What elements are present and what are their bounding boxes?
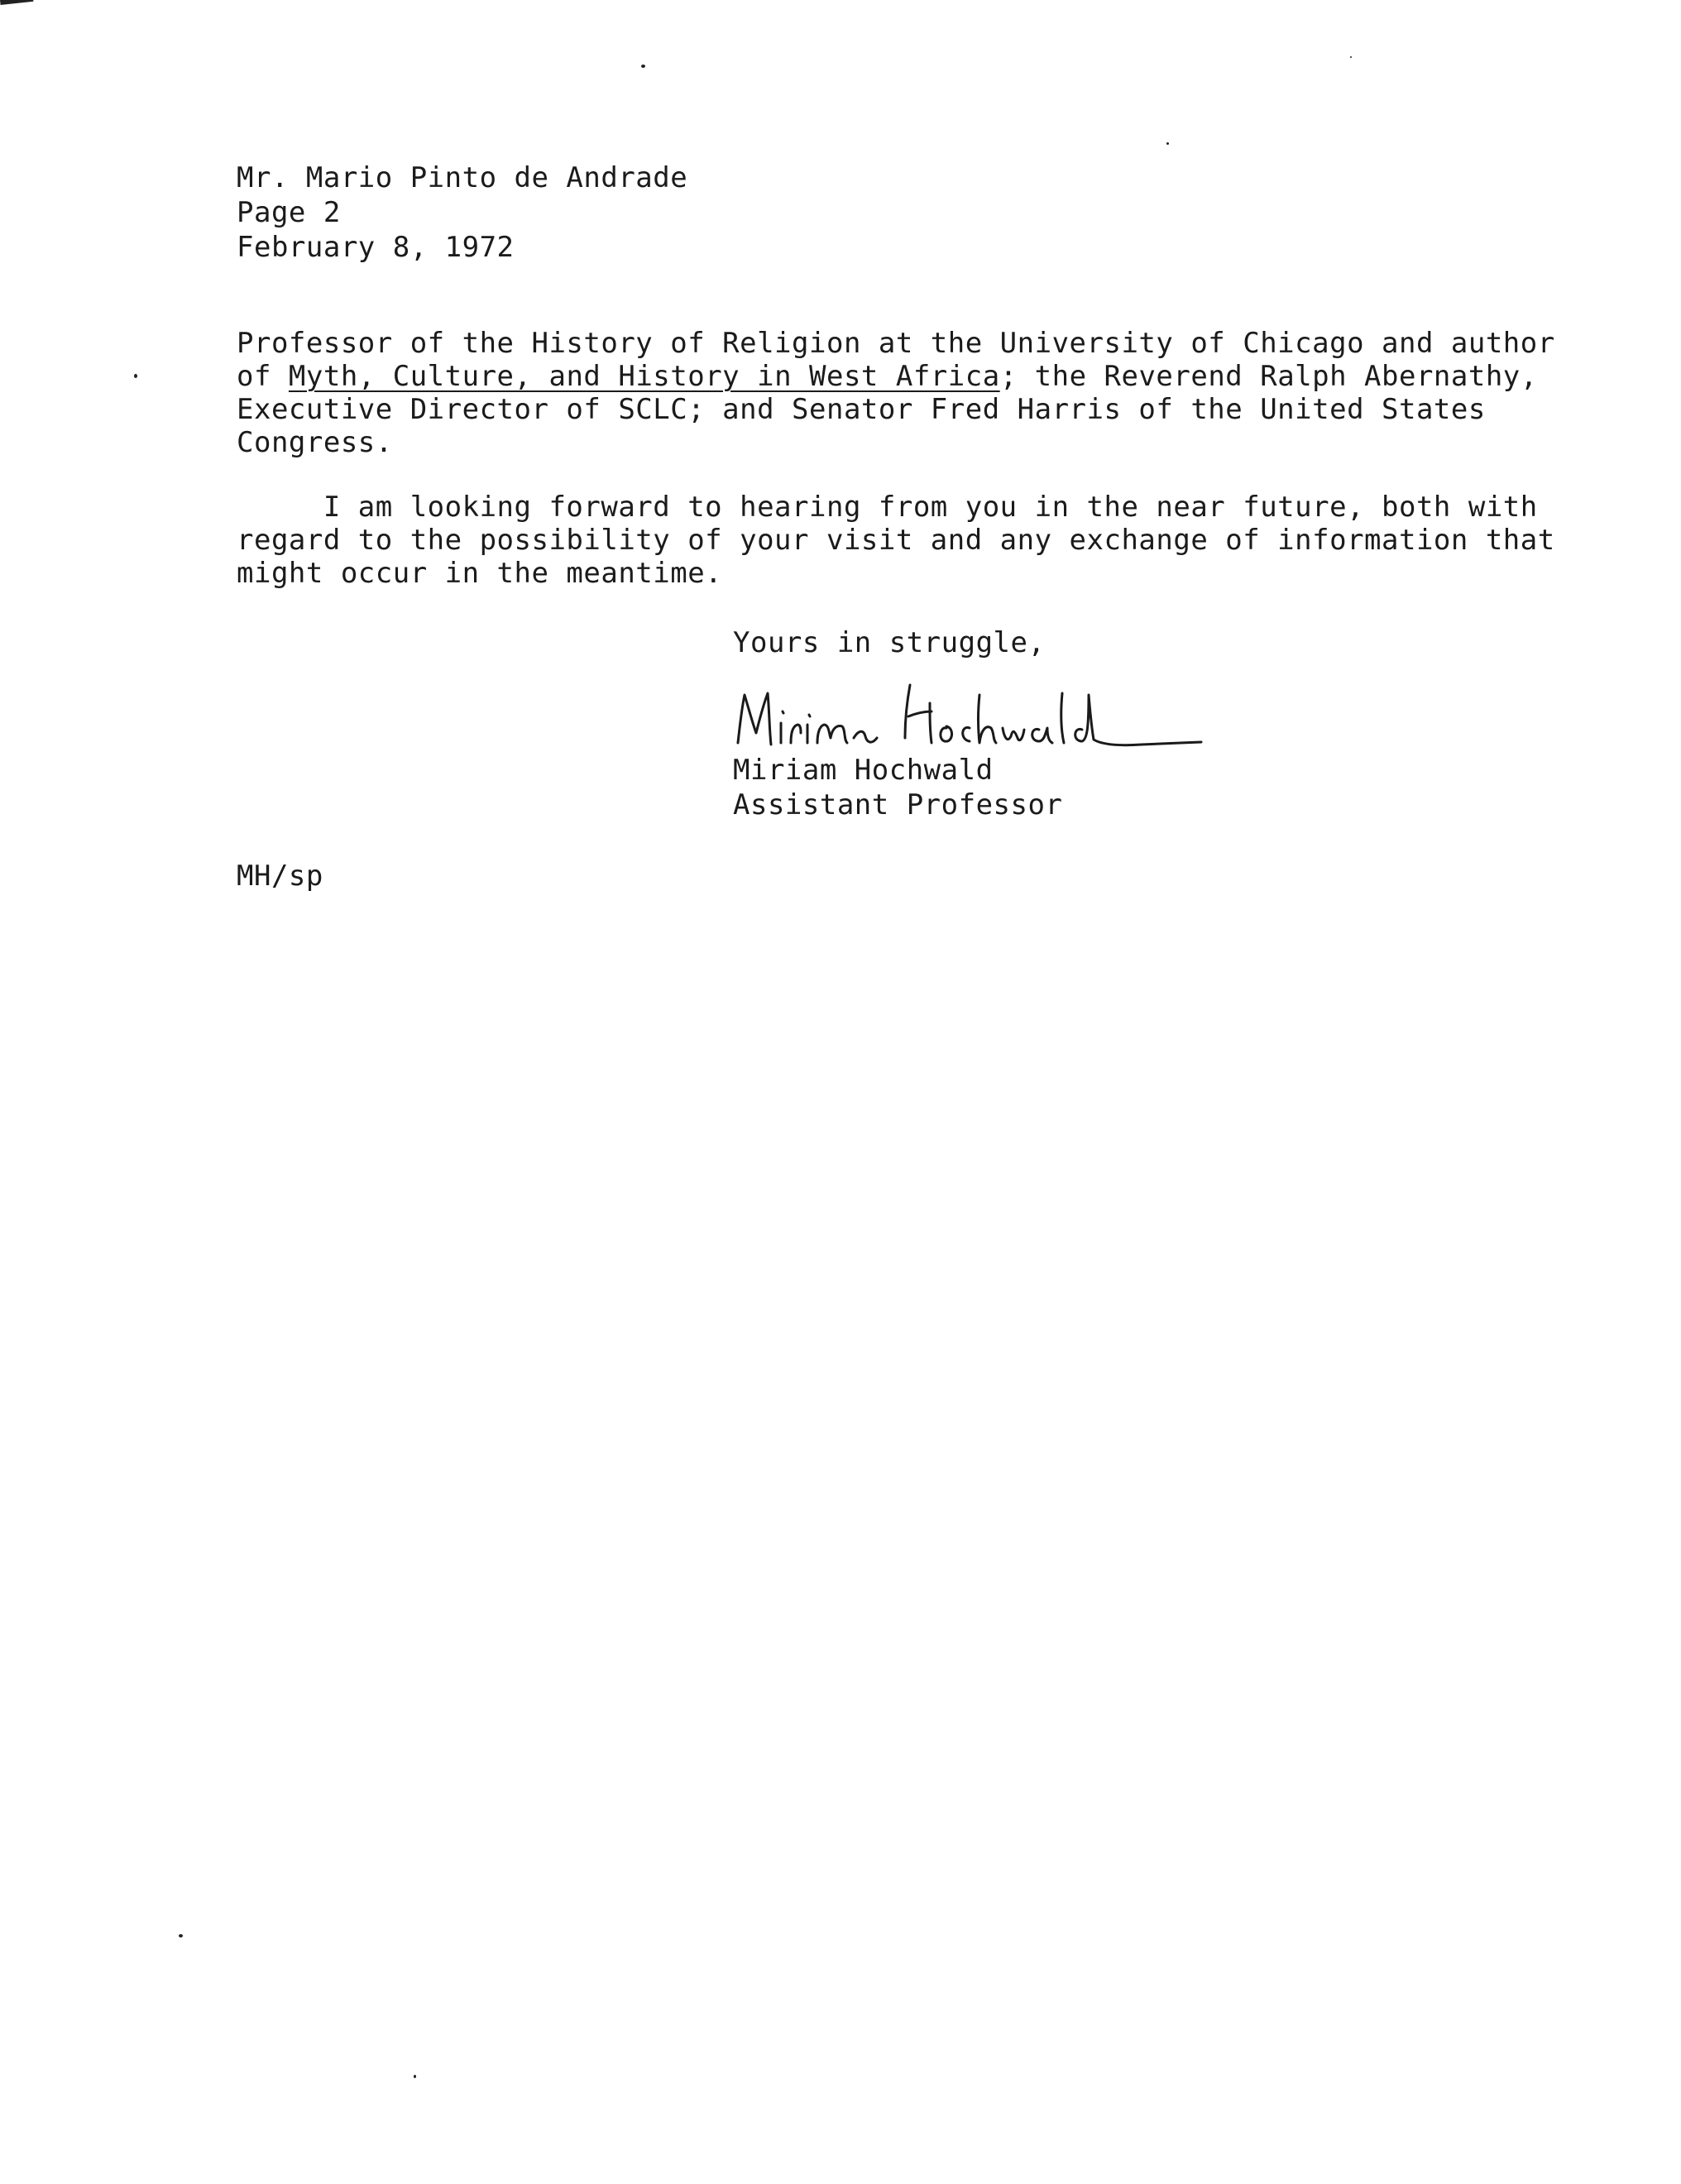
para1-line2-suffix: ; the Reverend Ralph Abernathy, [999, 360, 1538, 393]
page-number-line: Page 2 [237, 196, 341, 229]
para1-line4: Congress. [237, 426, 393, 459]
recipient-line: Mr. Mario Pinto de Andrade [237, 161, 688, 194]
para2-line1: I am looking forward to hearing from you in the near future, both with [237, 491, 1538, 524]
scan-speck [641, 65, 645, 68]
corner-scan-mark [0, 0, 33, 5]
para1-line2-prefix: of [237, 360, 289, 393]
scan-speck [1350, 56, 1352, 58]
closing-salutation: Yours in struggle, [733, 626, 1046, 659]
book-title: Myth, Culture, and History in West Africa [288, 360, 1000, 393]
date-line: February 8, 1972 [237, 231, 515, 264]
para1-line2 [237, 360, 1538, 393]
scan-speck [134, 374, 137, 378]
para1-line1: Professor of the History of Religion at the University of Chicago and author [237, 327, 1555, 360]
para1-line3: Executive Director of SCLC; and Senator Fred Harris of the United States [237, 393, 1486, 426]
para2-line3: might occur in the meantime. [237, 557, 723, 590]
reference-initials: MH/sp [237, 860, 323, 893]
scan-speck [414, 2075, 416, 2078]
scan-speck [179, 1934, 183, 1937]
signer-name: Miriam Hochwald [733, 754, 994, 787]
scan-speck [1166, 142, 1169, 145]
para2-line2: regard to the possibility of your visit and any exchange of information that [237, 524, 1555, 557]
signer-title: Assistant Professor [733, 788, 1063, 821]
